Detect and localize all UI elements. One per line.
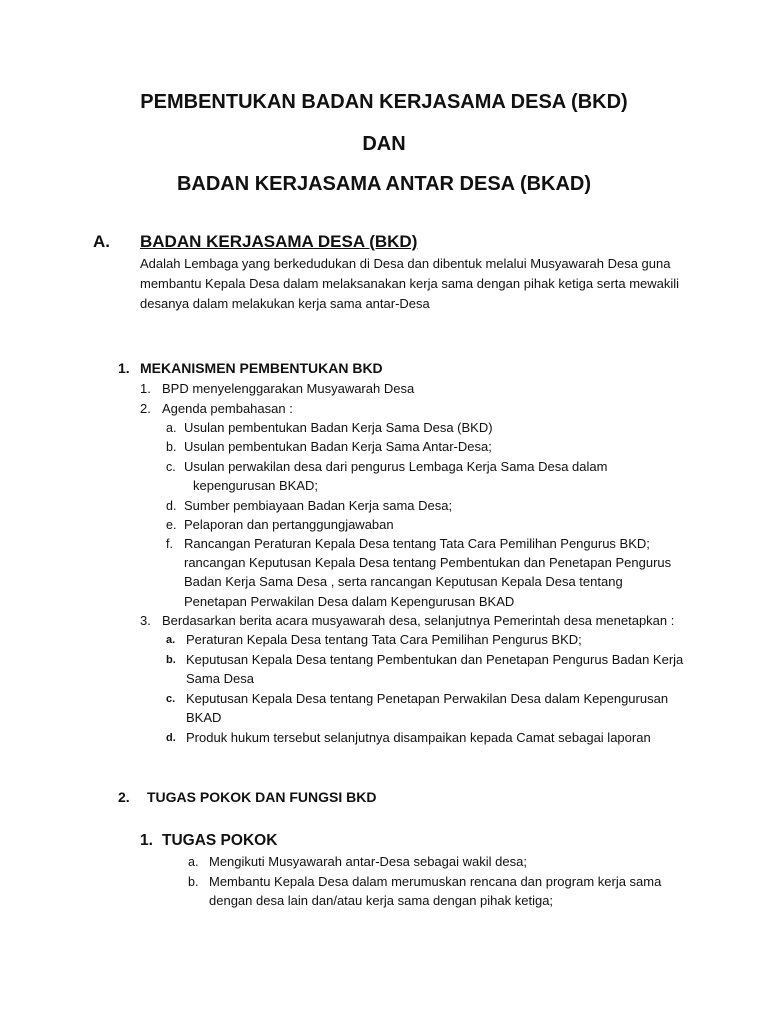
agenda-marker: c. bbox=[166, 460, 176, 474]
agenda-marker: f. bbox=[166, 537, 173, 551]
agenda-text: Sumber pembiayaan Badan Kerja sama Desa; bbox=[184, 498, 453, 513]
agenda-text: Pelaporan dan pertanggungjawaban bbox=[184, 517, 394, 532]
tugas-pokok-number: 1. bbox=[140, 832, 153, 849]
section-a-definition-line: Adalah Lembaga yang berkedudukan di Desa dan dibentuk melalui Musyawarah Desa guna bbox=[140, 256, 671, 271]
agenda-text-continued: Badan Kerja Sama Desa , serta rancangan Keputusan Kepala Desa tentang bbox=[184, 574, 623, 589]
penetapan-text: Peraturan Kepala Desa tentang Tata Cara Pemilihan Pengurus BKD; bbox=[186, 632, 582, 647]
document-title-line-3: BADAN KERJASAMA ANTAR DESA (BKAD) bbox=[176, 173, 592, 195]
document-title-line-2: DAN bbox=[362, 133, 406, 155]
mekanisme-item-text: Agenda pembahasan : bbox=[162, 401, 293, 416]
tugas-text: Mengikuti Musyawarah antar-Desa sebagai wakil desa; bbox=[209, 854, 527, 869]
mekanisme-item-number: 3. bbox=[140, 613, 151, 628]
mekanisme-item-number: 1. bbox=[140, 381, 151, 396]
penetapan-text: Keputusan Kepala Desa tentang Penetapan Perwakilan Desa dalam Kepengurusan bbox=[186, 691, 669, 706]
agenda-text: Usulan pembentukan Badan Kerja Sama Antar-Desa; bbox=[184, 439, 492, 454]
document-title-line-1: PEMBENTUKAN BADAN KERJASAMA DESA (BKD) bbox=[140, 91, 628, 113]
penetapan-marker: c. bbox=[166, 693, 176, 705]
penetapan-marker: b. bbox=[166, 654, 176, 666]
penetapan-marker: d. bbox=[166, 732, 176, 744]
tugas-marker: b. bbox=[188, 875, 199, 889]
tugas-text: Membantu Kepala Desa dalam merumuskan rencana dan program kerja sama bbox=[209, 874, 662, 889]
agenda-text-continued: kepengurusan BKAD; bbox=[193, 478, 319, 493]
agenda-marker: e. bbox=[166, 518, 177, 532]
section-a-heading: BADAN KERJASAMA DESA (BKD) bbox=[140, 232, 418, 251]
section-a-definition-line: desanya dalam melakukan kerja sama antar-Desa bbox=[140, 296, 430, 311]
section-a-marker: A. bbox=[93, 232, 110, 251]
penetapan-text-continued: BKAD bbox=[186, 710, 222, 725]
tugas-marker: a. bbox=[188, 855, 199, 869]
agenda-text-continued: rancangan Keputusan Kepala Desa tentang Pembentukan dan Penetapan Pengurus bbox=[184, 555, 672, 570]
mekanisme-number: 1. bbox=[118, 360, 130, 376]
agenda-marker: b. bbox=[166, 440, 177, 454]
penetapan-marker: a. bbox=[166, 634, 176, 646]
penetapan-text-continued: Sama Desa bbox=[186, 671, 254, 686]
agenda-text: Rancangan Peraturan Kepala Desa tentang Tata Cara Pemilihan Pengurus BKD; bbox=[184, 536, 650, 551]
section-a-definition-line: membantu Kepala Desa dalam melaksanakan kerja sama dengan pihak ketiga serta mewakili bbox=[140, 276, 680, 291]
tugas-text-continued: dengan desa lain dan/atau kerja sama dengan pihak ketiga; bbox=[209, 893, 554, 908]
mekanisme-item-text: Berdasarkan berita acara musyawarah desa, selanjutnya Pemerintah desa menetapkan : bbox=[162, 613, 675, 628]
tugas-heading: TUGAS POKOK DAN FUNGSI BKD bbox=[147, 789, 377, 805]
tugas-number: 2. bbox=[118, 789, 130, 805]
tugas-pokok-heading: TUGAS POKOK bbox=[162, 832, 278, 849]
penetapan-text: Produk hukum tersebut selanjutnya disampaikan kepada Camat sebagai laporan bbox=[186, 730, 651, 745]
agenda-text: Usulan perwakilan desa dari pengurus Lembaga Kerja Sama Desa dalam bbox=[184, 459, 608, 474]
agenda-marker: a. bbox=[166, 421, 177, 435]
mekanisme-item-text: BPD menyelenggarakan Musyawarah Desa bbox=[162, 381, 415, 396]
agenda-text-continued: Penetapan Perwakilan Desa dalam Kepengurusan BKAD bbox=[184, 594, 515, 609]
mekanisme-item-number: 2. bbox=[140, 401, 151, 416]
agenda-marker: d. bbox=[166, 499, 177, 513]
penetapan-text: Keputusan Kepala Desa tentang Pembentukan dan Penetapan Pengurus Badan Kerja bbox=[186, 652, 684, 667]
mekanisme-heading: MEKANISMEN PEMBENTUKAN BKD bbox=[140, 360, 383, 376]
agenda-text: Usulan pembentukan Badan Kerja Sama Desa (BKD) bbox=[184, 420, 493, 435]
